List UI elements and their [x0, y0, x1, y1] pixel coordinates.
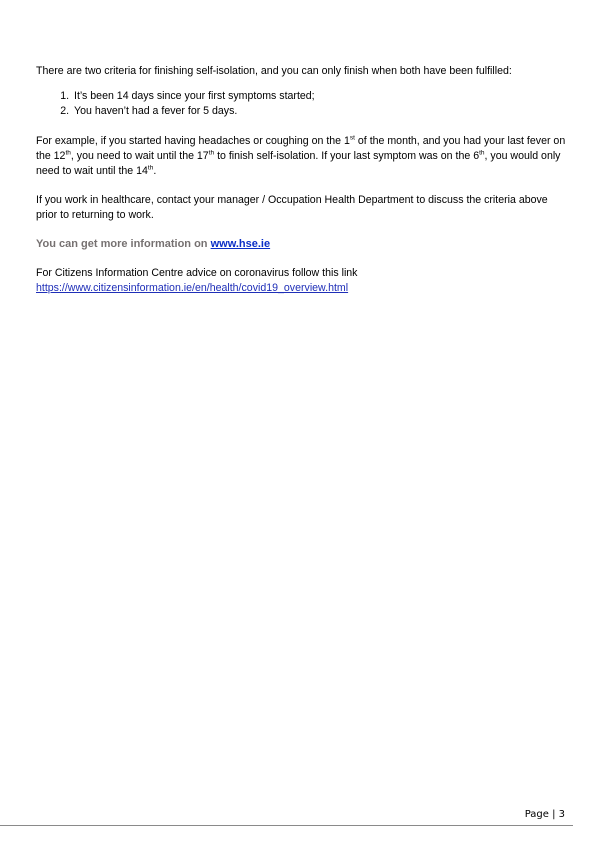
example-text: For example, if you started having headaches or coughing on the 1	[36, 135, 350, 147]
healthcare-paragraph: If you work in healthcare, contact your manager / Occupation Health Department to discuss the criteria above prior to returning to work.	[36, 194, 548, 221]
citizens-info-link[interactable]: https://www.citizensinformation.ie/en/health/covid19_overview.html	[36, 282, 349, 294]
ordinal-suffix: th	[208, 149, 215, 157]
criteria-item: 2. You haven’t had a fever for 5 days.	[72, 104, 566, 119]
example-text: of the month, and you had your last fever on the 12	[36, 135, 566, 162]
ordinal-suffix: th	[479, 149, 485, 157]
ordinal-suffix: th	[147, 164, 154, 172]
example-text: , you need to wait until the 17	[70, 150, 209, 162]
citizens-info-text: For Citizens Information Centre advice on coronavirus follow this link	[36, 267, 358, 279]
criteria-intro: There are two criteria for finishing self-isolation, and you can only finish when both have been fulfilled:	[36, 65, 512, 77]
page-number: Page | 3	[524, 809, 565, 820]
criteria-list	[36, 89, 566, 119]
ordinal-suffix: st	[349, 134, 355, 142]
example-text: .	[153, 165, 157, 177]
more-info-line	[36, 237, 566, 252]
hse-link[interactable]: www.hse.ie	[210, 238, 271, 250]
example-text: to finish self-isolation. If your last symptom was on the 6	[214, 150, 480, 162]
page-content	[36, 64, 566, 296]
example-text: , you would only need to wait until the 14	[36, 150, 561, 177]
ordinal-suffix: th	[65, 149, 71, 157]
more-info-text: You can get more information on	[36, 238, 211, 250]
footer-divider	[0, 825, 573, 826]
example-paragraph	[36, 134, 566, 179]
criteria-item: 1. It’s been 14 days since your first symptoms started;	[72, 89, 566, 104]
